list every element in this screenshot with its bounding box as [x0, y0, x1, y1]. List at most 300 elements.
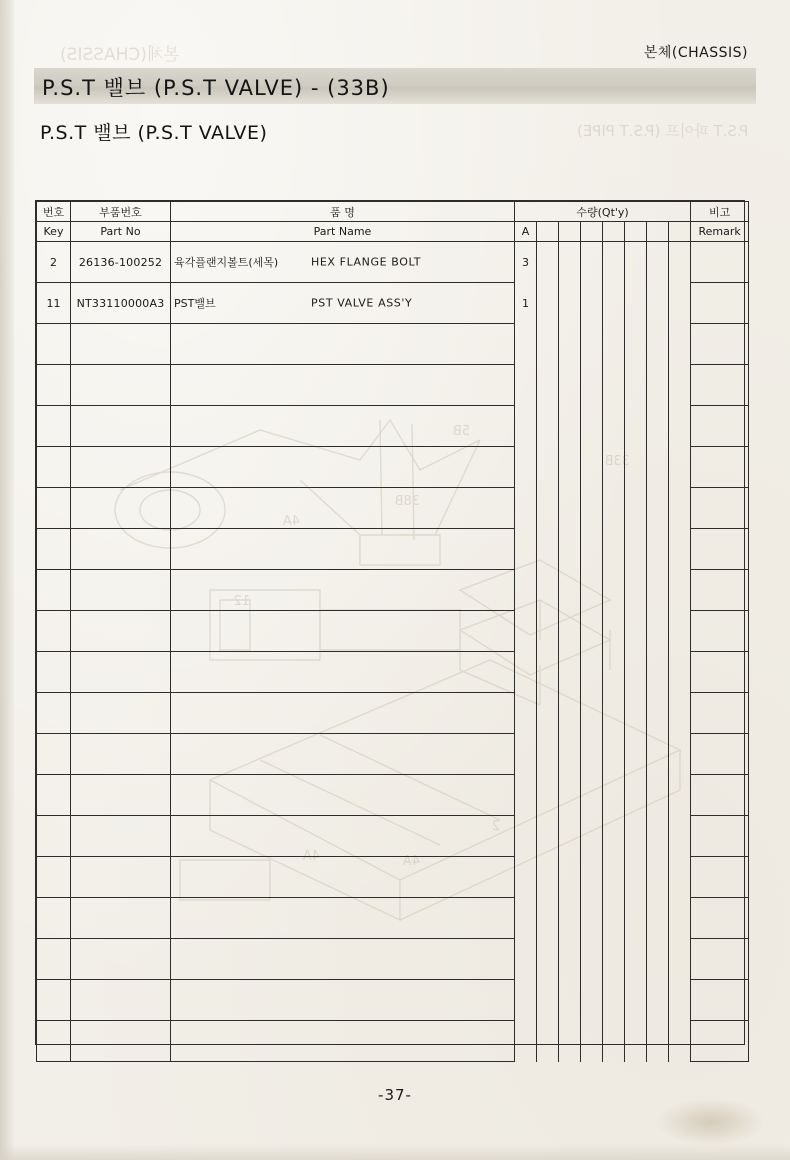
cell-qty-f — [625, 939, 647, 980]
header-qty-c — [559, 222, 581, 242]
cell-part-name-kor: 육각플랜지볼트(세목) — [174, 256, 279, 269]
table-row-blank[interactable] — [37, 652, 749, 693]
table-row-blank[interactable] — [37, 1021, 749, 1062]
cell-qty-d — [581, 406, 603, 447]
cell-qty-f — [625, 406, 647, 447]
cell-qty-e — [603, 734, 625, 775]
cell-qty-c — [559, 652, 581, 693]
cell-part-name — [171, 980, 515, 1021]
cell-qty-a: 1 — [515, 283, 537, 324]
cell-qty-h — [669, 693, 691, 734]
cell-qty-h — [669, 529, 691, 570]
svg-text:4A: 4A — [282, 514, 300, 529]
cell-qty-d — [581, 857, 603, 898]
header-key-eng: Key — [37, 222, 71, 242]
cell-part-name — [171, 365, 515, 406]
cell-qty-g — [647, 693, 669, 734]
cell-part-no — [71, 775, 171, 816]
cell-qty-f — [625, 898, 647, 939]
cell-part-name-eng: HEX FLANGE BOLT — [311, 255, 422, 269]
cell-qty-b — [537, 898, 559, 939]
cell-qty-d — [581, 283, 603, 324]
cell-remark — [691, 980, 749, 1021]
cell-part-name — [171, 447, 515, 488]
cell-part-no — [71, 570, 171, 611]
cell-qty-d — [581, 447, 603, 488]
cell-qty-c — [559, 816, 581, 857]
svg-text:38B: 38B — [394, 494, 420, 509]
cell-key: 2 — [37, 242, 71, 283]
cell-qty-c — [559, 898, 581, 939]
cell-part-name — [171, 488, 515, 529]
cell-qty-b — [537, 611, 559, 652]
cell-qty-c — [559, 365, 581, 406]
header-qty-f — [625, 222, 647, 242]
table-row-blank[interactable] — [37, 734, 749, 775]
cell-qty-d — [581, 816, 603, 857]
cell-qty-a — [515, 324, 537, 365]
cell-qty-a — [515, 488, 537, 529]
svg-text:12: 12 — [233, 594, 250, 609]
header-qty: 수량(Qt'y) — [515, 202, 691, 222]
cell-qty-g — [647, 939, 669, 980]
cell-qty-b — [537, 1021, 559, 1062]
cell-part-name — [171, 324, 515, 365]
cell-qty-e — [603, 283, 625, 324]
cell-remark — [691, 365, 749, 406]
cell-qty-c — [559, 529, 581, 570]
cell-remark — [691, 324, 749, 365]
cell-qty-f — [625, 529, 647, 570]
cell-qty-d — [581, 324, 603, 365]
cell-qty-f — [625, 447, 647, 488]
cell-qty-c — [559, 570, 581, 611]
cell-qty-f — [625, 365, 647, 406]
cell-qty-h — [669, 857, 691, 898]
cell-key — [37, 816, 71, 857]
cell-qty-a — [515, 898, 537, 939]
cell-qty-a — [515, 980, 537, 1021]
cell-qty-e — [603, 1021, 625, 1062]
header-qty-e — [603, 222, 625, 242]
cell-part-no — [71, 898, 171, 939]
svg-text:4A: 4A — [302, 849, 320, 864]
cell-remark — [691, 283, 749, 324]
table-row-blank[interactable] — [37, 529, 749, 570]
table-row-blank[interactable] — [37, 775, 749, 816]
cell-qty-h — [669, 570, 691, 611]
cell-qty-d — [581, 242, 603, 283]
header-remark-eng: Remark — [691, 222, 749, 242]
cell-qty-b — [537, 816, 559, 857]
cell-qty-c — [559, 857, 581, 898]
cell-qty-c — [559, 939, 581, 980]
cell-qty-f — [625, 693, 647, 734]
cell-qty-e — [603, 816, 625, 857]
cell-qty-b — [537, 693, 559, 734]
cell-qty-e — [603, 324, 625, 365]
cell-qty-g — [647, 488, 669, 529]
cell-qty-c — [559, 324, 581, 365]
cell-qty-h — [669, 488, 691, 529]
cell-part-name — [171, 898, 515, 939]
table-row-blank[interactable] — [37, 898, 749, 939]
cell-qty-e — [603, 570, 625, 611]
cell-part-no — [71, 488, 171, 529]
cell-qty-h — [669, 242, 691, 283]
page-number: -37- — [378, 1086, 412, 1104]
cell-qty-h — [669, 447, 691, 488]
table-row-blank[interactable] — [37, 939, 749, 980]
table-row-blank[interactable] — [37, 447, 749, 488]
cell-qty-g — [647, 775, 669, 816]
cell-qty-b — [537, 406, 559, 447]
cell-qty-c — [559, 283, 581, 324]
table-row-blank[interactable] — [37, 365, 749, 406]
cell-part-no — [71, 365, 171, 406]
cell-part-name — [171, 529, 515, 570]
cell-qty-d — [581, 693, 603, 734]
table-header-row-eng — [37, 222, 749, 242]
cell-qty-a — [515, 611, 537, 652]
cell-qty-g — [647, 283, 669, 324]
ghost-title-text: 본체(CHASSIS) — [60, 45, 180, 65]
ghost-subtitle-text: P.S.T 파이프 (P.S.T PIPE) — [576, 122, 748, 140]
cell-part-name — [171, 775, 515, 816]
cell-qty-h — [669, 939, 691, 980]
cell-part-no: 26136-100252 — [71, 242, 171, 283]
table-row-blank[interactable] — [37, 324, 749, 365]
cell-qty-f — [625, 324, 647, 365]
table-row-blank[interactable] — [37, 406, 749, 447]
cell-qty-a — [515, 365, 537, 406]
cell-qty-b — [537, 734, 559, 775]
header-qty-d — [581, 222, 603, 242]
cell-qty-e — [603, 488, 625, 529]
header-qty-a: A — [515, 222, 537, 242]
cell-qty-f — [625, 734, 647, 775]
cell-remark — [691, 242, 749, 283]
cell-qty-e — [603, 447, 625, 488]
cell-part-name — [171, 816, 515, 857]
cell-remark — [691, 816, 749, 857]
cell-key — [37, 898, 71, 939]
cell-qty-h — [669, 980, 691, 1021]
cell-key — [37, 980, 71, 1021]
table-header-row-kor — [37, 202, 749, 222]
cell-qty-f — [625, 611, 647, 652]
cell-qty-h — [669, 611, 691, 652]
cell-qty-e — [603, 242, 625, 283]
table-row[interactable] — [37, 242, 749, 283]
header-name-eng: Part Name — [171, 222, 515, 242]
svg-text:5B: 5B — [452, 424, 470, 439]
cell-qty-b — [537, 488, 559, 529]
cell-qty-a — [515, 652, 537, 693]
cell-qty-c — [559, 488, 581, 529]
cell-qty-g — [647, 242, 669, 283]
cell-remark — [691, 447, 749, 488]
cell-qty-b — [537, 775, 559, 816]
cell-qty-a — [515, 406, 537, 447]
cell-qty-h — [669, 406, 691, 447]
cell-qty-d — [581, 980, 603, 1021]
cell-qty-c — [559, 406, 581, 447]
header-qty-h — [669, 222, 691, 242]
svg-text:2: 2 — [491, 819, 500, 834]
cell-qty-e — [603, 857, 625, 898]
cell-qty-e — [603, 775, 625, 816]
cell-qty-g — [647, 529, 669, 570]
cell-key — [37, 775, 71, 816]
cell-key — [37, 324, 71, 365]
cell-part-name — [171, 734, 515, 775]
cell-qty-a: 3 — [515, 242, 537, 283]
cell-key — [37, 652, 71, 693]
cell-part-name-kor: PST밸브 — [174, 297, 216, 310]
cell-qty-d — [581, 365, 603, 406]
cell-qty-a — [515, 775, 537, 816]
cell-remark — [691, 939, 749, 980]
cell-qty-c — [559, 775, 581, 816]
table-row-blank[interactable] — [37, 980, 749, 1021]
cell-qty-e — [603, 980, 625, 1021]
cell-qty-e — [603, 693, 625, 734]
cell-qty-g — [647, 1021, 669, 1062]
chassis-label: 본체(CHASSIS) — [643, 45, 748, 61]
cell-qty-b — [537, 980, 559, 1021]
cell-qty-h — [669, 324, 691, 365]
cell-qty-b — [537, 324, 559, 365]
cell-qty-g — [647, 324, 669, 365]
cell-qty-f — [625, 775, 647, 816]
cell-qty-a — [515, 1021, 537, 1062]
cell-key — [37, 365, 71, 406]
cell-qty-d — [581, 734, 603, 775]
cell-qty-e — [603, 365, 625, 406]
cell-qty-e — [603, 406, 625, 447]
page-title: P.S.T 밸브 (P.S.T VALVE) - (33B) — [42, 76, 390, 100]
cell-part-no — [71, 1021, 171, 1062]
cell-qty-b — [537, 857, 559, 898]
cell-qty-c — [559, 734, 581, 775]
cell-qty-d — [581, 939, 603, 980]
cell-part-name-eng: PST VALVE ASS'Y — [311, 296, 413, 310]
cell-part-name — [171, 611, 515, 652]
cell-qty-f — [625, 488, 647, 529]
cell-part-name — [171, 652, 515, 693]
cell-qty-a — [515, 529, 537, 570]
cell-qty-f — [625, 1021, 647, 1062]
cell-qty-g — [647, 406, 669, 447]
cell-key — [37, 939, 71, 980]
cell-qty-a — [515, 816, 537, 857]
cell-key — [37, 570, 71, 611]
cell-qty-e — [603, 611, 625, 652]
cell-qty-h — [669, 283, 691, 324]
cell-qty-c — [559, 693, 581, 734]
cell-remark — [691, 693, 749, 734]
cell-qty-e — [603, 939, 625, 980]
cell-qty-b — [537, 529, 559, 570]
cell-key — [37, 406, 71, 447]
cell-part-name — [171, 406, 515, 447]
table-row-blank[interactable] — [37, 857, 749, 898]
cell-qty-g — [647, 611, 669, 652]
cell-qty-g — [647, 652, 669, 693]
paper-stain — [656, 1098, 766, 1146]
cell-qty-d — [581, 1021, 603, 1062]
page-subtitle: P.S.T 밸브 (P.S.T VALVE) — [40, 122, 268, 144]
cell-qty-g — [647, 898, 669, 939]
cell-key — [37, 447, 71, 488]
cell-qty-g — [647, 857, 669, 898]
cell-key — [37, 529, 71, 570]
cell-qty-f — [625, 980, 647, 1021]
cell-remark — [691, 652, 749, 693]
cell-part-no — [71, 529, 171, 570]
header-partno-eng: Part No — [71, 222, 171, 242]
cell-part-name — [171, 857, 515, 898]
cell-part-name — [171, 283, 515, 324]
cell-part-no — [71, 652, 171, 693]
cell-qty-h — [669, 652, 691, 693]
cell-part-no — [71, 734, 171, 775]
cell-qty-a — [515, 693, 537, 734]
cell-key — [37, 611, 71, 652]
cell-qty-b — [537, 447, 559, 488]
cell-remark — [691, 570, 749, 611]
cell-qty-c — [559, 980, 581, 1021]
cell-remark — [691, 857, 749, 898]
header-qty-g — [647, 222, 669, 242]
table-row-blank[interactable] — [37, 488, 749, 529]
cell-qty-f — [625, 570, 647, 611]
cell-qty-c — [559, 447, 581, 488]
cell-key: 11 — [37, 283, 71, 324]
cell-qty-c — [559, 242, 581, 283]
cell-key — [37, 693, 71, 734]
cell-part-no: NT33110000A3 — [71, 283, 171, 324]
cell-qty-c — [559, 611, 581, 652]
cell-part-no — [71, 980, 171, 1021]
cell-qty-f — [625, 857, 647, 898]
cell-qty-h — [669, 734, 691, 775]
cell-qty-h — [669, 365, 691, 406]
cell-remark — [691, 734, 749, 775]
header-name-kor: 품 명 — [171, 202, 515, 222]
cell-qty-g — [647, 447, 669, 488]
header-qty-b — [537, 222, 559, 242]
cell-qty-b — [537, 242, 559, 283]
cell-qty-a — [515, 857, 537, 898]
cell-part-no — [71, 939, 171, 980]
cell-part-no — [71, 324, 171, 365]
cell-key — [37, 734, 71, 775]
cell-qty-g — [647, 734, 669, 775]
page-bottom-shadow — [0, 1144, 790, 1160]
header-key-kor: 번호 — [37, 202, 71, 222]
cell-qty-g — [647, 570, 669, 611]
table-row-blank[interactable] — [37, 570, 749, 611]
table-row-blank[interactable] — [37, 611, 749, 652]
cell-part-no — [71, 447, 171, 488]
cell-qty-b — [537, 283, 559, 324]
cell-qty-a — [515, 939, 537, 980]
cell-qty-h — [669, 816, 691, 857]
cell-part-name — [171, 242, 515, 283]
cell-part-no — [71, 611, 171, 652]
cell-remark — [691, 775, 749, 816]
header-remark-kor: 비고 — [691, 202, 749, 222]
cell-qty-d — [581, 775, 603, 816]
cell-qty-e — [603, 898, 625, 939]
cell-qty-f — [625, 242, 647, 283]
cell-part-no — [71, 406, 171, 447]
cell-part-name — [171, 570, 515, 611]
parts-table — [36, 201, 749, 1062]
cell-qty-e — [603, 529, 625, 570]
cell-part-name — [171, 939, 515, 980]
parts-table-container — [35, 200, 745, 1045]
cell-key — [37, 1021, 71, 1062]
svg-text:33B: 33B — [604, 454, 630, 469]
cell-part-no — [71, 693, 171, 734]
cell-qty-e — [603, 652, 625, 693]
cell-qty-f — [625, 816, 647, 857]
cell-qty-g — [647, 365, 669, 406]
cell-qty-f — [625, 652, 647, 693]
table-row[interactable] — [37, 283, 749, 324]
header-partno-kor: 부품번호 — [71, 202, 171, 222]
cell-part-no — [71, 816, 171, 857]
cell-qty-h — [669, 775, 691, 816]
cell-qty-d — [581, 529, 603, 570]
cell-qty-c — [559, 1021, 581, 1062]
table-row-blank[interactable] — [37, 693, 749, 734]
cell-remark — [691, 611, 749, 652]
cell-remark — [691, 406, 749, 447]
cell-qty-a — [515, 570, 537, 611]
cell-qty-h — [669, 1021, 691, 1062]
cell-remark — [691, 1021, 749, 1062]
cell-qty-d — [581, 652, 603, 693]
cell-remark — [691, 488, 749, 529]
svg-text:4A: 4A — [402, 854, 420, 869]
cell-remark — [691, 529, 749, 570]
cell-qty-h — [669, 898, 691, 939]
page-edge-shadow — [0, 0, 14, 1160]
cell-part-name — [171, 693, 515, 734]
cell-qty-g — [647, 980, 669, 1021]
cell-qty-b — [537, 570, 559, 611]
cell-qty-a — [515, 734, 537, 775]
cell-qty-b — [537, 365, 559, 406]
cell-qty-d — [581, 611, 603, 652]
cell-remark — [691, 898, 749, 939]
table-row-blank[interactable] — [37, 816, 749, 857]
cell-key — [37, 857, 71, 898]
cell-qty-b — [537, 652, 559, 693]
cell-qty-f — [625, 283, 647, 324]
cell-qty-d — [581, 488, 603, 529]
cell-qty-d — [581, 898, 603, 939]
cell-qty-d — [581, 570, 603, 611]
cell-part-no — [71, 857, 171, 898]
cell-qty-a — [515, 447, 537, 488]
cell-qty-g — [647, 816, 669, 857]
cell-part-name — [171, 1021, 515, 1062]
